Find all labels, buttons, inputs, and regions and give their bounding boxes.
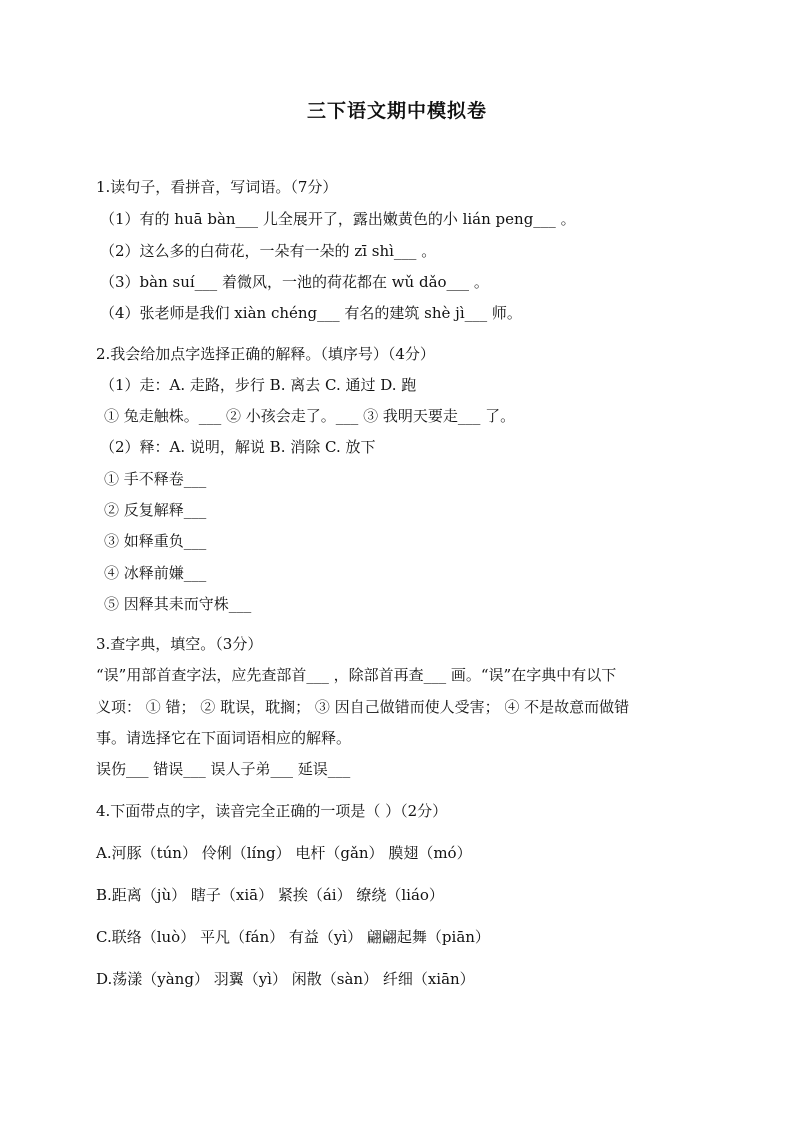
question-2-heading: 2.我会给加点字选择正确的解释。（填序号）（4分） [96, 345, 435, 363]
question-3-line-4: 误伤___ 错误___ 误人子弟___ 延误___ [96, 760, 351, 778]
question-4-heading: 4.下面带点的字，读音完全正确的一项是（ ）（2分） [96, 802, 448, 820]
question-4-option-b: B.距离（jù） 瞎子（xiā） 紧挨（ái） 缭绕（liáo） [96, 886, 444, 904]
question-2-part-2-options: （2）释：A. 说明，解说 B. 消除 C. 放下 [100, 438, 376, 456]
page-title: 三下语文期中模拟卷 [306, 100, 487, 122]
question-2-item-2: ② 反复解释___ [104, 501, 207, 519]
question-2-item-4: ④ 冰释前嫌___ [104, 564, 207, 582]
question-2-part-1-options: （1）走：A. 走路，步行 B. 离去 C. 通过 D. 跑 [100, 376, 417, 394]
question-2-item-1: ① 手不释卷___ [104, 470, 207, 488]
question-3-line-3: 事。请选择它在下面词语相应的解释。 [96, 729, 352, 747]
question-2-item-3: ③ 如释重负___ [104, 532, 207, 550]
question-3-heading: 3.查字典，填空。（3分） [96, 635, 263, 653]
question-1-heading: 1.读句子，看拼音，写词语。（7分） [96, 178, 338, 196]
question-4-option-d: D.荡漾（yàng） 羽翼（yì） 闲散（sàn） 纤细（xiān） [96, 970, 475, 988]
question-2-part-1-items: ① 兔走触株。___ ② 小孩会走了。___ ③ 我明天要走___ 了。 [104, 407, 516, 425]
question-4-option-c: C.联络（luò） 平凡（fán） 有益（yì） 翩翩起舞（piān） [96, 928, 490, 946]
question-1-sentence-1: （1）有的 huā bàn___ 儿全展开了，露出嫩黄色的小 lián peng___ 。 [100, 210, 576, 228]
question-1-sentence-4: （4）张老师是我们 xiàn chéng___ 有名的建筑 shè jì___ 师。 [100, 304, 522, 322]
question-1-sentence-2: （2）这么多的白荷花，一朵有一朵的 zī shì___ 。 [100, 242, 437, 260]
question-2-item-5: ⑤ 因释其耒而守株___ [104, 595, 252, 613]
question-3-line-1: “误”用部首查字法，应先查部首___ ，除部首再查___ 画。“误”在字典中有以下 [96, 666, 617, 684]
question-4-option-a: A.河豚（tún） 伶俐（líng） 电杆（gǎn） 膜翅（mó） [96, 844, 472, 862]
question-1-sentence-3: （3）bàn suí___ 着微风，一池的荷花都在 wǔ dǎo___ 。 [100, 273, 489, 291]
question-3-line-2: 义项： ① 错； ② 耽误，耽搁； ③ 因自己做错而使人受害； ④ 不是故意而做错 [96, 698, 630, 716]
